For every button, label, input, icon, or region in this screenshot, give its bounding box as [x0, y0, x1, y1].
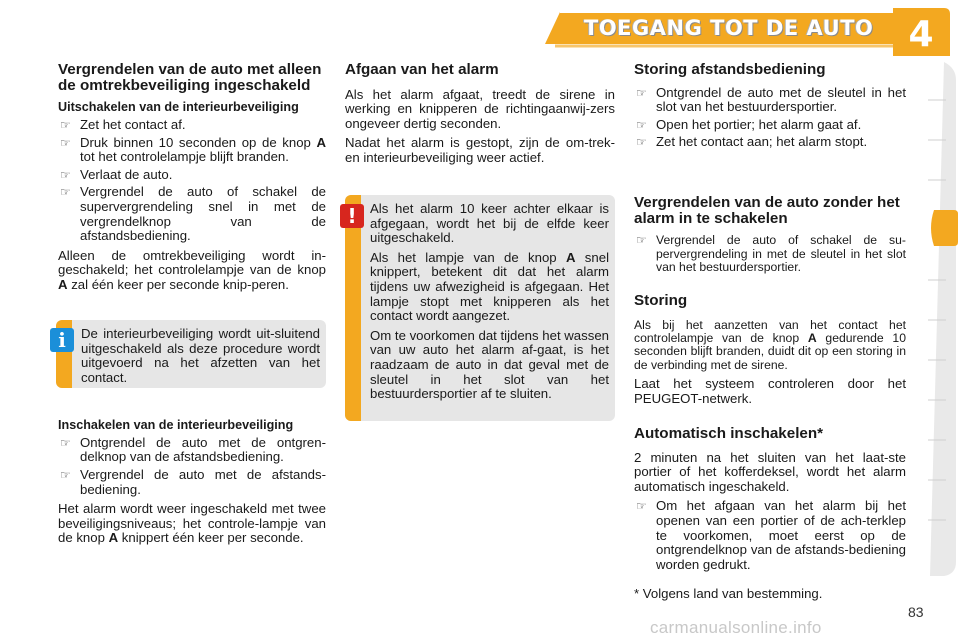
paragraph-auto-activation: 2 minuten na het sluiten van het laat-ste portier of het kofferdeksel, wordt het alarm automatisch ingeschakeld.: [634, 449, 906, 494]
steps-remote-failure: [634, 86, 906, 150]
list-item: ☞ Ontgrendel de auto met de sleutel in het slot van het bestuurdersportier.: [636, 84, 906, 115]
info-icon: i: [50, 328, 74, 352]
paragraph-peugeot-network: Laat het systeem controleren door het PEUGEOT-netwerk.: [634, 376, 906, 406]
header-banner: [0, 0, 960, 60]
list-item: ☞ Om het afgaan van het alarm bij het openen van een portier of de ach-terklep te voorkomen, moet eerst op de ontgrendelknop van de afstands-bediening worden gedrukt.: [636, 498, 906, 572]
pointing-hand-icon: ☞: [60, 435, 71, 450]
list-item: ☞ Zet het contact aan; het alarm stopt.: [636, 134, 868, 150]
footnote: * Volgens land van bestemming.: [634, 586, 823, 601]
column-right: [634, 62, 906, 155]
pointing-hand-icon: ☞: [636, 233, 647, 248]
column-right-failure: [634, 293, 906, 411]
page-title: TOEGANG TOT DE AUTO: [584, 16, 874, 40]
list-item: ☞ Verlaat de auto.: [60, 166, 173, 182]
column-left: [58, 62, 326, 298]
column-left-lower: [58, 419, 326, 551]
list-item: ☞ Vergrendel de auto of schakel de supervergrendeling snel in met de vergrendelknop van de afstandsbediening.: [60, 184, 326, 244]
steps-auto-activation: [634, 499, 906, 572]
section-title-lock-without-alarm: Vergrendelen van de auto zonder het alarm in te schakelen: [634, 194, 900, 227]
section-title-failure: Storing: [634, 292, 688, 309]
warning-icon: !: [340, 204, 364, 228]
section-title-lock-perimeter: Vergrendelen van de auto met alleen de omtrekbeveiliging ingeschakeld: [58, 61, 322, 94]
section-title-auto-activation: Automatisch inschakelen*: [634, 425, 824, 442]
warning-paragraph-1: Als het alarm 10 keer achter elkaar is afgegaan, wordt het bij de elfde keer uitgeschakeld.: [370, 201, 609, 246]
paragraph-failure: Als bij het aanzetten van het contact het controlelampje van de knop A gedurende 10 seconden blijft branden, duidt dit op een storing in de verbinding met de sirene.: [634, 317, 906, 372]
pointing-hand-icon: ☞: [60, 185, 71, 200]
column-right-lock-no-alarm: [634, 195, 906, 279]
pointing-hand-icon: ☞: [636, 135, 647, 150]
pointing-hand-icon: ☞: [636, 85, 647, 100]
warning-box-content: [370, 202, 609, 407]
subsection-title-activate-interior: Inschakelen van de interieurbeveiliging: [58, 418, 294, 432]
paragraph-alarm-trigger: Als het alarm afgaat, treedt de sirene in werking en knipperen de richtingaanwij-zers ongeveer dertig seconden.: [345, 86, 615, 131]
list-item: ☞ Vergrendel de auto of schakel de su-pervergrendeling in met de sleutel in het slot van het bestuurdersportier.: [636, 233, 906, 274]
list-item: ☞ Open het portier; het alarm gaat af.: [636, 116, 862, 132]
info-box: [56, 320, 326, 388]
column-right-auto: [634, 426, 906, 577]
steps-deactivate-interior: [58, 118, 326, 244]
section-title-remote-failure: Storing afstandsbediening: [634, 61, 826, 78]
pointing-hand-icon: ☞: [60, 467, 71, 482]
column-middle: [345, 62, 615, 171]
pointing-hand-icon: ☞: [636, 117, 647, 132]
chapter-tab-strip: [928, 62, 958, 582]
list-item: ☞ Druk binnen 10 seconden op de knop A tot het controlelampje blijft branden.: [60, 134, 326, 165]
steps-activate-interior: [58, 436, 326, 497]
pointing-hand-icon: ☞: [636, 499, 647, 514]
list-item: ☞ Zet het contact af.: [60, 116, 186, 132]
warning-paragraph-2: Als het lampje van de knop A snel knippert, betekent dit dat het alarm tijdens uw afwezigheid is afgegaan. Het lampje stopt met knipperen als het contact wordt aangezet.: [370, 249, 609, 324]
steps-lock-without-alarm: [634, 234, 906, 274]
paragraph-perimeter-only: Alleen de omtrekbeveiliging wordt in-geschakeld; het controlelampje van de knop A zal één keer per seconde knip-peren.: [58, 247, 326, 292]
list-item: ☞ Ontgrendel de auto met de ontgren-delknop van de afstandsbediening.: [60, 434, 326, 465]
active-chapter-tab: [931, 210, 958, 246]
pointing-hand-icon: ☞: [60, 117, 71, 132]
subsection-title-deactivate-interior: Uitschakelen van de interieurbeveiliging: [58, 100, 299, 115]
list-item: ☞ Vergrendel de auto met de afstands-bediening.: [60, 466, 326, 497]
paragraph-two-levels: Het alarm wordt weer ingeschakeld met twee beveiligingsniveaus; het controle-lampje van de knop A knippert één keer per seconde.: [58, 501, 326, 546]
watermark: carmanualsonline.info: [650, 618, 822, 637]
chapter-number: 4: [908, 14, 934, 55]
paragraph-alarm-stop: Nadat het alarm is gestopt, zijn de om-trek- en interieurbeveiliging weer actief.: [345, 135, 615, 165]
warning-paragraph-3: Om te voorkomen dat tijdens het wassen van uw auto het alarm af-gaat, is het raadzaam de auto in dat geval met de sleutel in het slot van het bestuurdersportier af te sluiten.: [370, 327, 609, 402]
warning-box-stripe: [345, 195, 361, 421]
page-number: 83: [908, 604, 924, 620]
warning-box: [345, 195, 615, 421]
pointing-hand-icon: ☞: [60, 135, 71, 150]
section-title-alarm-trigger: Afgaan van het alarm: [345, 61, 499, 78]
info-box-text: De interieurbeveiliging wordt uit-sluitend uitgeschakeld als deze procedure wordt uitgevoerd na het afzetten van het contact.: [81, 326, 320, 385]
pointing-hand-icon: ☞: [60, 167, 71, 182]
